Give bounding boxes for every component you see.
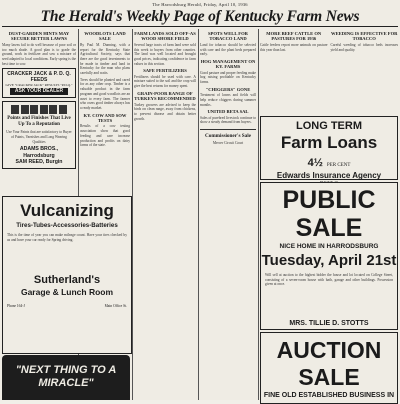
ad-firm: ADAMS BROS., Harrodsburg (19, 146, 59, 159)
article-headline: WOODLOTS LAND SALE (84, 31, 126, 42)
ad-rate: 4½ (307, 157, 323, 169)
ad-owner: MRS. TILLIE D. STOTTS (289, 320, 369, 327)
ad-body: Will sell at auction to the highest bidder the house and lot located on College Street, consisting of a seven-room house with bath, garage and other buildings. Possession given at once. (265, 273, 393, 287)
ad-title: PUBLIC SALE (282, 186, 376, 242)
article-headline: FARM LANDS SOLD OFF-AS WOOD SHORE FIELD (134, 31, 196, 42)
masthead: The Herald's Weekly Page of Kentucky Farm News (2, 8, 398, 27)
ad-rate-unit: PER CENT (326, 163, 351, 168)
ad-line: GIVE "CRACKER JACK" RESULTS "P.D.Q." (5, 82, 73, 87)
vulcanizing-ad (2, 196, 132, 354)
paint-cans-image (5, 105, 73, 114)
article-headline: SAFE FERTILIZERS (143, 68, 187, 74)
article-body: Careful weeding of tobacco beds increases yield and quality. (330, 42, 398, 52)
column-5 (260, 29, 398, 117)
ad-title: Farm Loans (280, 133, 378, 152)
article-headline: HOG MANAGEMENT ON KY. FARMS (200, 58, 256, 70)
column-3 (134, 29, 196, 400)
commissioner-sale (200, 129, 256, 145)
article-body: Many lawns fail to do well because of poor soil or too much shade. A good plan is to grade the ground, work in fertilizer and sow a mixture of seed adapted to local conditions. Early spring is the best time to sow. (2, 42, 76, 65)
auction-sale-ad (260, 332, 398, 404)
article-body: Several large tracts of farm land were sold this week to buyers from other counties. The land was well located and brought good prices, indicating confidence in farm values in this section. (134, 42, 196, 66)
article-headline: WEEDING IS EFFECTIVE FOR TOBACCO (331, 31, 398, 42)
ad-name: Sutherland's (33, 274, 101, 286)
article-body: By Paul M. Dunning, with a report for the Kentucky State Agricultural Society, says that there are the good investments to be made in timber and land in Kentucky for the man who plans carefully and waits. (80, 42, 130, 76)
miracle-ad (2, 355, 130, 400)
article-headline: MORE BEEF CATTLE ON PASTURES FOR 1936 (266, 31, 322, 42)
article-headline: GRAIN-POOR RANGE OF TURKEYS RECOMMENDED (134, 90, 196, 102)
public-sale-ad (260, 182, 398, 330)
article-body: Trees should be planted and cared for as any other crop. Timber is a valuable product in the farm program and good woodlots are an asset to every farm. The farmer who owns good timber always has a ready market. (80, 77, 130, 110)
column-4 (200, 29, 256, 400)
article-body: Fertilizers should be used with care. A mixture suited to the soil and the crop will give the best returns for money spent. (134, 74, 196, 89)
column-rule (132, 29, 133, 400)
ad-body: This is the time of year you can make mileage count. Have your tires checked by us and have your car ready for Spring driving. (7, 233, 127, 242)
article-headline: DUST-GARDEN HINTS MAY SECURE BETTER LAWNS (8, 31, 70, 42)
column-2 (80, 29, 130, 193)
dateline: The Harrodsburg Herald, Friday, April 10, 1936 (152, 2, 248, 7)
article-body: Land for tobacco should be selected with care and the plant beds prepared early. (200, 42, 256, 57)
farm-loans-ad (260, 116, 398, 180)
article-headline: UNITED BETA SAL (207, 109, 249, 115)
ad-date: Tuesday, April 21st (261, 252, 397, 269)
ad-line: LONG TERM (296, 120, 362, 132)
ad-address: Main Office St. (104, 304, 127, 308)
ad-title: CRACKER JACK & P. D. Q. FEEDS (7, 70, 71, 83)
article-headline: KY. COW AND SOW TESTS (83, 112, 127, 124)
ad-title: Points and Finishes That Live Up To a Reputation (7, 116, 71, 128)
ad-sub: FINE OLD ESTABLISHED BUSINESS IN (263, 392, 395, 399)
ad-name: Garage & Lunch Room (20, 287, 114, 297)
ad-sub: Tires-Tubes-Accessories-Batteries (16, 222, 118, 229)
notice-title: Commissioner's Sale (205, 133, 251, 140)
cracker-jack-ad (2, 68, 76, 99)
article-body: Good pasture and proper feeding make hog raising profitable on Kentucky farms. (200, 70, 256, 85)
column-rule (198, 29, 199, 400)
article-body: Treatment of lawns and fields will help reduce chiggers during summer months. (200, 93, 256, 107)
article-headline: "CHIGGERS" GONE (205, 86, 251, 92)
column-rule (258, 29, 259, 400)
ad-agency: Edwards Insurance Agency (276, 171, 382, 180)
article-body: Cattle feeders report more animals on pasture this year than last. (260, 42, 328, 52)
ad-sub: Use Your Paints that are satisfactory to Buyer of Paints, Varnishes and Long Wearing Qualities (6, 130, 72, 144)
notice-court: Mercer Circuit Court (212, 140, 244, 145)
ad-title: "NEXT THING TO A MIRACLE" (15, 364, 117, 389)
article-headline: SPOTS WELL FOR TOBACCO LAND (208, 31, 248, 42)
article-body: Results of a cow testing association show that good feeding and care increase production and profits on dairy farms of the state. (80, 124, 130, 148)
article-body: Turkey growers are advised to keep the birds on clean range, away from chickens, to prevent disease and obtain better growth. (134, 102, 196, 121)
ad-sub: NICE HOME IN HARRODSBURG (279, 243, 379, 250)
article-body: Sales of purebred livestock continue to show a steady demand from buyers. (200, 115, 256, 125)
ad-phone: Phone 164-J (7, 304, 25, 308)
paints-ad (2, 101, 76, 169)
ad-firm: SAM REED, Burgin (15, 159, 63, 166)
ad-title: Vulcanizing (20, 201, 114, 220)
ad-callout: ASK YOUR DEALER (10, 88, 68, 95)
ad-title: AUCTION SALE (276, 337, 382, 390)
